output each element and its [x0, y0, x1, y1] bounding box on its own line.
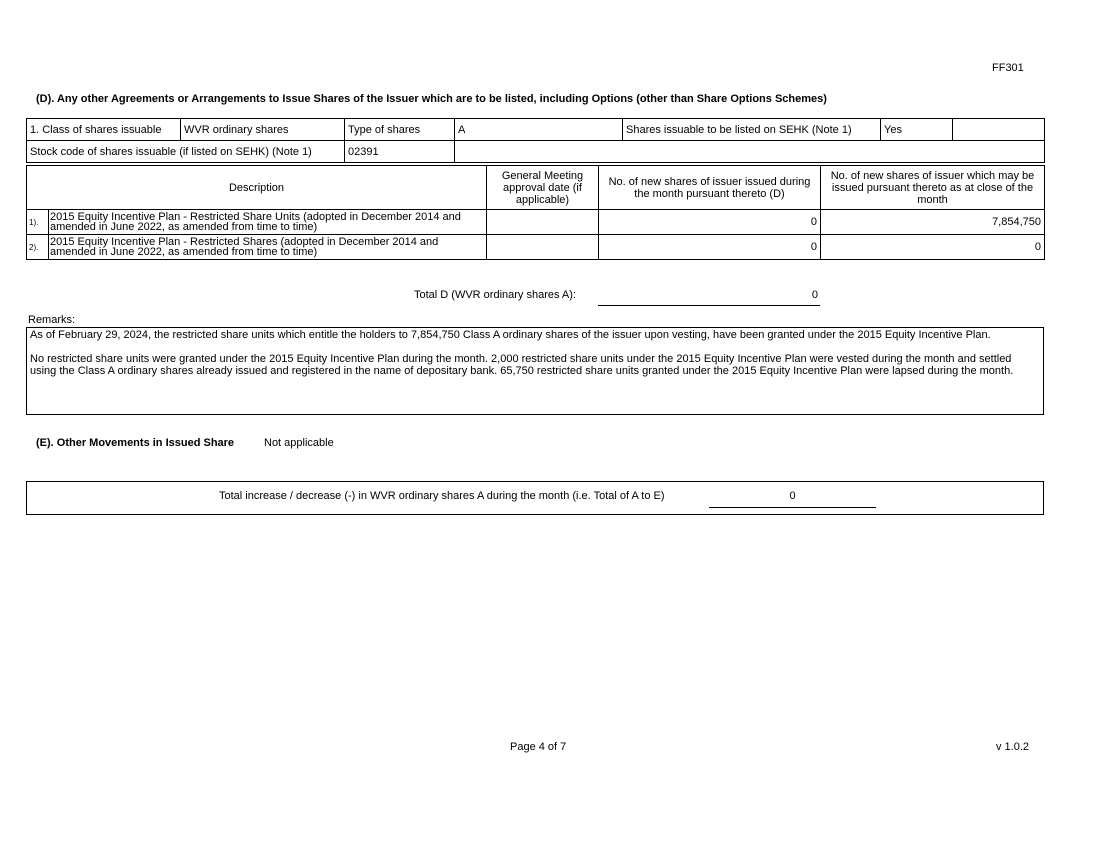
- row-issued-during: 0: [599, 210, 821, 235]
- stock-code-label: Stock code of shares issuable (if listed on SEHK) (Note 1): [27, 141, 345, 163]
- grand-total-underline: [709, 507, 876, 508]
- row-issued-during: 0: [599, 235, 821, 260]
- row-may-be-issued: 7,854,750: [821, 210, 1045, 235]
- sehk-label: Shares issuable to be listed on SEHK (Note 1): [623, 119, 881, 141]
- row-gm-approval: [487, 210, 599, 235]
- table-row: [27, 210, 1045, 235]
- row-index: 2).: [27, 235, 49, 260]
- version-label: v 1.0.2: [996, 741, 1030, 753]
- class-info-table: [26, 118, 1045, 163]
- remarks-paragraph: No restricted share units were granted under the 2015 Equity Incentive Plan during the month. 2,000 restricted share units under the 2015 Equity Incentive Plan were vested during the month and settled using the Class A ordinary shares already issued and registered in the name of depositary bank. 65,750 restricted share units granted under the 2015 Equity Incentive Plan were lapsed during the month.: [30, 353, 1014, 377]
- section-d-title: (D). Any other Agreements or Arrangements to Issue Shares of the Issuer which are to be listed, including Options (other than Share Options Schemes): [36, 93, 827, 105]
- row-description: 2015 Equity Incentive Plan - Restricted Share Units (adopted in December 2014 and amended in June 2022, as amended from time to time): [49, 210, 487, 235]
- remarks-label: Remarks:: [28, 314, 76, 326]
- remarks-paragraph: As of February 29, 2024, the restricted share units which entitle the holders to 7,854,750 Class A ordinary shares of the issuer upon vesting, have been granted under the 2015 Equity Incentive Plan.: [30, 329, 991, 341]
- blank-cell: [455, 141, 1045, 163]
- grand-total-label: Total increase / decrease (-) in WVR ordinary shares A during the month (i.e. Total of A to E): [219, 490, 665, 502]
- agreements-table: [26, 165, 1045, 260]
- blank-cell: [953, 119, 1045, 141]
- type-label: Type of shares: [345, 119, 455, 141]
- form-code: FF301: [992, 62, 1024, 74]
- row-may-be-issued: 0: [821, 235, 1045, 260]
- col-issued-during: No. of new shares of issuer issued during the month pursuant thereto (D): [599, 166, 821, 210]
- table-row: [27, 235, 1045, 260]
- class-label: 1. Class of shares issuable: [27, 119, 181, 141]
- section-e-title: (E). Other Movements in Issued Share: [36, 437, 235, 449]
- total-d-value: 0: [811, 289, 818, 301]
- sehk-value: Yes: [881, 119, 953, 141]
- class-value: WVR ordinary shares: [181, 119, 345, 141]
- page-number: Page 4 of 7: [510, 741, 567, 753]
- row-index: 1).: [27, 210, 49, 235]
- remarks-box: [26, 327, 1044, 415]
- stock-code-value: 02391: [345, 141, 455, 163]
- type-value: A: [455, 119, 623, 141]
- col-may-be-issued: No. of new shares of issuer which may be issued pursuant thereto as at close of the month: [821, 166, 1045, 210]
- row-gm-approval: [487, 235, 599, 260]
- row-description: 2015 Equity Incentive Plan - Restricted Shares (adopted in December 2014 and amended in June 2022, as amended from time to time): [49, 235, 487, 260]
- section-e-note: Not applicable: [264, 437, 334, 449]
- total-d-underline: [598, 305, 820, 306]
- col-gm-approval: General Meeting approval date (if applicable): [487, 166, 599, 210]
- col-description: Description: [27, 166, 487, 210]
- total-d-label: Total D (WVR ordinary shares A):: [414, 289, 576, 301]
- grand-total-value: 0: [789, 490, 796, 502]
